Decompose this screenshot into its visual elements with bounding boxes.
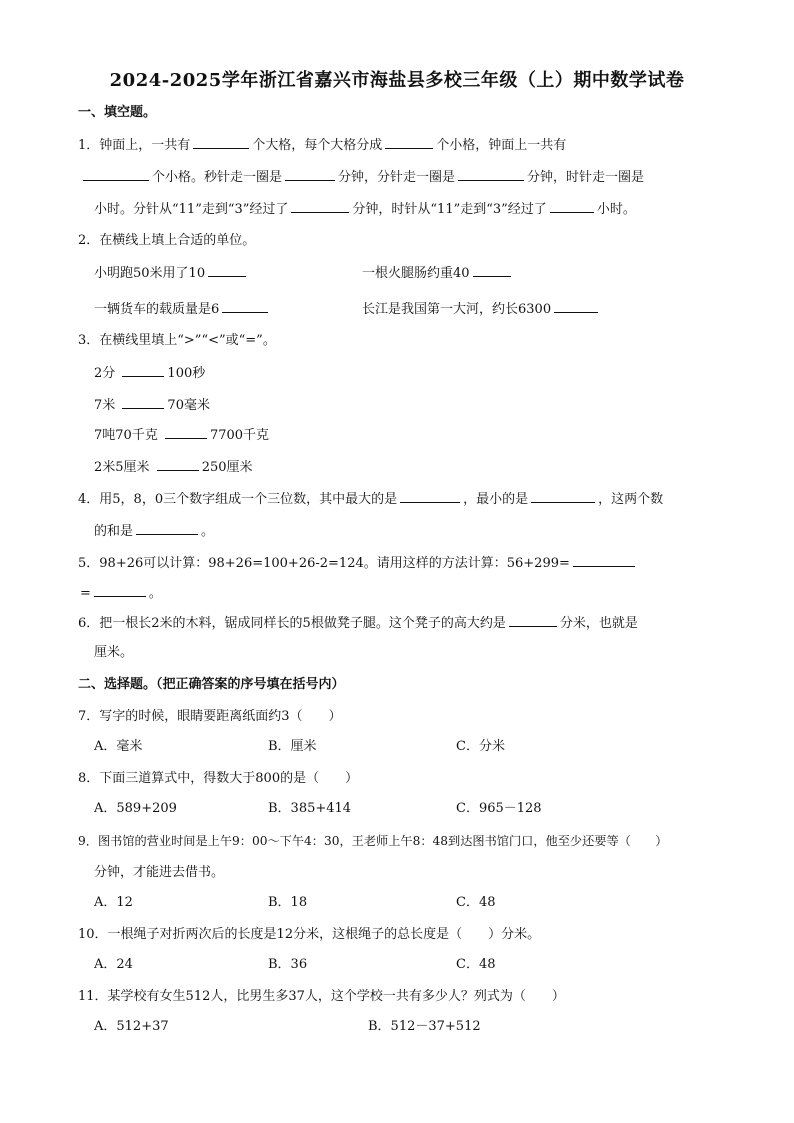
q9-option-c[interactable]: C．48 xyxy=(456,895,496,910)
section-fill-heading: 一、填空题。 xyxy=(78,105,157,120)
q5-text-c: 。 xyxy=(148,586,162,601)
q6-text-a: 6．把一根长2米的木料，锯成同样长的5根做凳子腿。这个凳子的高大约是 xyxy=(78,616,506,631)
q3-item-2 xyxy=(94,396,210,415)
q2-item-3 xyxy=(94,300,271,319)
answer-blank[interactable] xyxy=(291,200,349,213)
answer-blank[interactable] xyxy=(94,584,146,597)
question-1-line-3 xyxy=(94,200,636,219)
question-5-line-1 xyxy=(78,554,638,573)
q3-right: 7700千克 xyxy=(209,428,270,443)
q2-item-2 xyxy=(362,264,514,283)
question-11-stem: 11．某学校有女生512人，比男生多37人，这个学校一共有多少人？列式为（ ） xyxy=(78,989,565,1004)
answer-blank[interactable] xyxy=(573,554,635,567)
q2-item-4 xyxy=(362,300,601,319)
section-choice-heading: 二、选择题。（把正确答案的序号填在括号内） xyxy=(78,677,345,692)
q3-left: 7吨70千克 xyxy=(94,428,158,443)
question-4-line-1 xyxy=(78,490,663,509)
question-6-line-2: 厘米。 xyxy=(94,645,134,660)
q3-item-3 xyxy=(94,426,269,445)
question-8-stem: 8．下面三道算式中，得数大于800的是（ ） xyxy=(78,771,359,786)
q1-text-i: 小时。 xyxy=(596,202,636,217)
q4-text-e: 。 xyxy=(201,524,215,539)
question-9-stem: 9．图书馆的营业时间是上午9：00～下午4：30，王老师上午8：48到达图书馆门口，他至少还要等（ ） xyxy=(78,834,668,848)
answer-blank[interactable] xyxy=(136,522,198,535)
answer-blank[interactable] xyxy=(458,168,524,181)
question-10-stem: 10．一根绳子对折两次后的长度是12分米，这根绳子的总长度是（ ）分米。 xyxy=(78,927,541,942)
question-9-continued: 分钟，才能进去借书。 xyxy=(94,865,225,880)
q8-option-a[interactable]: A．589+209 xyxy=(94,801,177,816)
q3-item-1 xyxy=(94,364,205,383)
q2-item-text: 一根火腿肠约重40 xyxy=(362,266,470,281)
answer-blank[interactable] xyxy=(222,300,268,313)
q2-item-1 xyxy=(94,264,249,283)
q5-text-b: = xyxy=(80,586,91,601)
answer-blank[interactable] xyxy=(473,264,511,277)
question-2-stem: 2．在横线上填上合适的单位。 xyxy=(78,233,256,248)
answer-blank[interactable] xyxy=(550,200,594,213)
q8-option-b[interactable]: B．385+414 xyxy=(268,801,352,816)
answer-blank[interactable] xyxy=(157,458,199,471)
answer-blank[interactable] xyxy=(193,136,249,149)
q1-text-f: 分钟，时针走一圈是 xyxy=(527,170,645,185)
answer-blank[interactable] xyxy=(285,168,335,181)
q3-left: 2米5厘米 xyxy=(94,460,150,475)
q7-option-c[interactable]: C．分米 xyxy=(456,739,505,754)
q7-option-a[interactable]: A．毫米 xyxy=(94,739,143,754)
answer-blank[interactable] xyxy=(122,364,164,377)
q9-option-a[interactable]: A．12 xyxy=(94,895,133,910)
question-4-line-2 xyxy=(94,522,214,541)
question-3-stem: 3．在横线里填上“>”“<”或“=”。 xyxy=(78,333,276,348)
q4-text-b: ，最小的是 xyxy=(463,492,529,507)
answer-blank[interactable] xyxy=(83,168,149,181)
question-5-line-2 xyxy=(80,584,162,603)
q3-right: 250厘米 xyxy=(201,460,253,475)
q3-left: 2分 xyxy=(94,366,116,381)
q2-item-text: 一辆货车的载质量是6 xyxy=(94,302,220,317)
q1-text-b: 个大格，每个大格分成 xyxy=(252,138,383,153)
q9-option-b[interactable]: B．18 xyxy=(268,895,308,910)
question-6-line-1 xyxy=(78,614,638,633)
q1-text-e: 分钟，分针走一圈是 xyxy=(338,170,456,185)
q3-right: 70毫米 xyxy=(167,398,210,413)
q1-text-h: 分钟，时针从“11”走到“3”经过了 xyxy=(352,202,547,217)
q8-option-c[interactable]: C．965－128 xyxy=(456,801,542,816)
question-7-stem: 7．写字的时候，眼睛要距离纸面约3（ ） xyxy=(78,709,342,724)
q1-text-c: 个小格，钟面上一共有 xyxy=(436,138,567,153)
q6-text-b: 分米，也就是 xyxy=(559,616,638,631)
q7-option-b[interactable]: B．厘米 xyxy=(268,739,317,754)
answer-blank[interactable] xyxy=(400,490,460,503)
q1-text-d: 个小格。秒针走一圈是 xyxy=(152,170,283,185)
q3-left: 7米 xyxy=(94,398,116,413)
answer-blank[interactable] xyxy=(165,426,207,439)
page-title: 2024-2025学年浙江省嘉兴市海盐县多校三年级（上）期中数学试卷 xyxy=(109,70,685,91)
q3-item-4 xyxy=(94,458,253,477)
q4-text-d: 的和是 xyxy=(94,524,134,539)
q2-item-text: 长江是我国第一大河，约长6300 xyxy=(362,302,552,317)
question-1-line-2 xyxy=(80,168,644,187)
q11-option-b[interactable]: B．512－37+512 xyxy=(368,1019,481,1034)
q1-text-g: 小时。分针从“11”走到“3”经过了 xyxy=(94,202,289,217)
q4-text-a: 4．用5，8，0三个数字组成一个三位数，其中最大的是 xyxy=(78,492,398,507)
answer-blank[interactable] xyxy=(509,614,557,627)
q1-text-a: 1．钟面上，一共有 xyxy=(78,138,191,153)
q10-option-c[interactable]: C．48 xyxy=(456,957,496,972)
question-1-line-1 xyxy=(78,136,566,155)
q3-right: 100秒 xyxy=(167,366,206,381)
q4-text-c: ，这两个数 xyxy=(598,492,664,507)
q11-option-a[interactable]: A．512+37 xyxy=(94,1019,169,1034)
q10-option-b[interactable]: B．36 xyxy=(268,957,308,972)
answer-blank[interactable] xyxy=(208,264,246,277)
answer-blank[interactable] xyxy=(554,300,598,313)
answer-blank[interactable] xyxy=(531,490,595,503)
answer-blank[interactable] xyxy=(385,136,433,149)
q5-text-a: 5．98+26可以计算：98+26=100+26-2=124。请用这样的方法计算：56+299= xyxy=(78,556,570,571)
q2-item-text: 小明跑50米用了10 xyxy=(94,266,206,281)
answer-blank[interactable] xyxy=(122,396,164,409)
q10-option-a[interactable]: A．24 xyxy=(94,957,133,972)
